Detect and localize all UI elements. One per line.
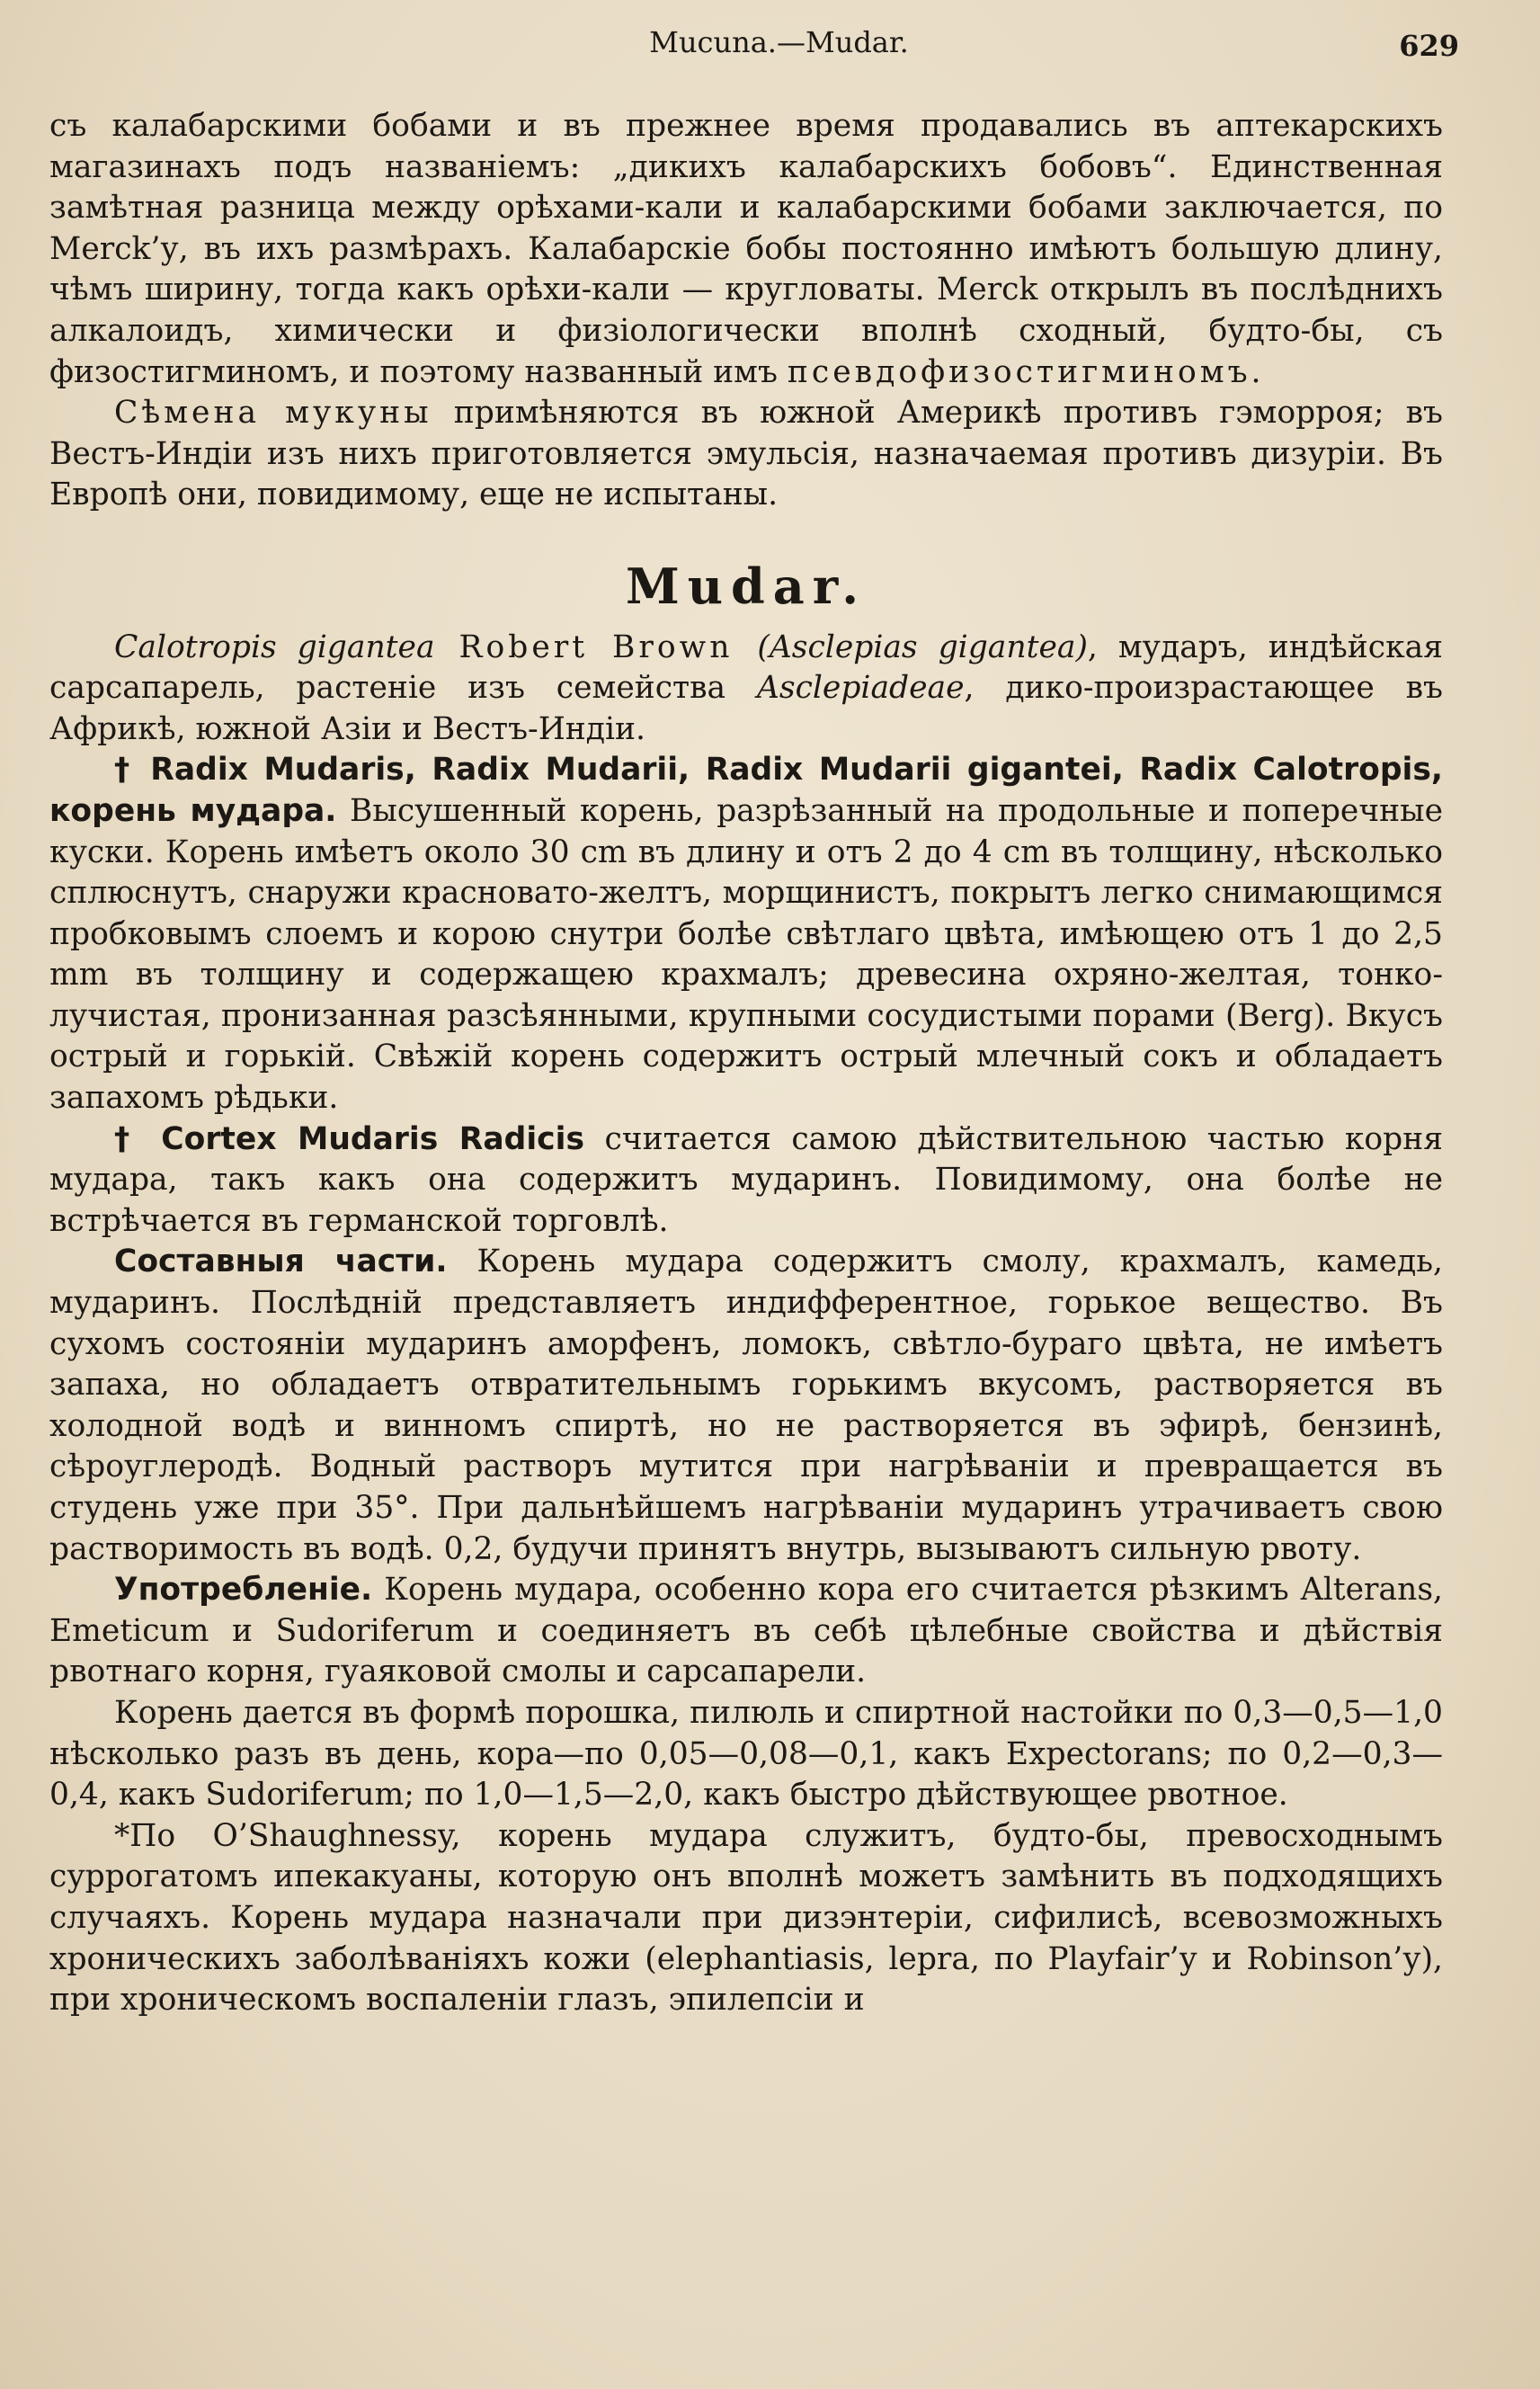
species-author: Robert Brown bbox=[434, 628, 758, 665]
dosage-paragraph: Корень дается въ формѣ порошка, пилюль и спиртной настойки по 0,3—0,5—1,0 нѣсколько разъ въ день, кора—по 0,05—0,08—0,1, какъ Expectorans; по 0,2—0,3—0,4, какъ Sudoriferum; по 1,0—1,5—2,0, какъ быстро дѣйствующее рвотное. bbox=[49, 1694, 1443, 1814]
intro-paragraph-2 bbox=[49, 393, 1443, 516]
definition-paragraph bbox=[49, 628, 1443, 751]
running-head bbox=[54, 18, 1504, 72]
note-paragraph: *По O’Shaughnessy, корень мудара служитъ, будто-бы, превосходнымъ суррогатомъ ипекакуаны, которую онъ вполнѣ можетъ замѣнить въ подходящихъ случаяхъ. Корень мудара назначали при дизэнтеріи, сифилисѣ, всевозможныхъ хроническихъ заболѣваніяхъ кожи (elephantiasis, lepra, по Playfair’у и Robinson’у), при хроническомъ воспаленіи глазъ, эпилепсіи и bbox=[49, 1817, 1443, 2019]
page-number: 629 bbox=[1399, 29, 1459, 63]
seeds-text: примѣняются въ южной Америкѣ противъ гэморроя; въ Вестъ-Индіи изъ нихъ приготовляется эмульсія, назначаемая противъ дизуріи. Въ Европѣ они, повидимому, еще не испытаны. bbox=[49, 395, 1443, 513]
radix-paragraph bbox=[49, 750, 1443, 1119]
definition-end: , дико-произрастающее въ Африкѣ, южной Азіи и Вестъ-Индіи. bbox=[49, 670, 1443, 747]
page-body bbox=[49, 106, 1443, 2021]
seeds-lead: Сѣмена мукуны bbox=[114, 395, 432, 432]
usage-text: Корень мудара, особенно кора его считается рѣзкимъ Alterans, Emeticum и Sudoriferum и соединяетъ въ себѣ цѣлебные свойства и дѣйствія рвотнаго корня, гуаяковой смолы и сарсапарели. bbox=[49, 1572, 1443, 1690]
composition-label: Составныя части. bbox=[114, 1244, 448, 1280]
cortex-description: считается самою дѣйствительною частью корня мудара, такъ какъ она содержитъ мударинъ. Повидимому, она болѣе не встрѣчается въ германской торговлѣ. bbox=[49, 1120, 1443, 1239]
species-name: Calotropis gigantea bbox=[114, 628, 435, 665]
usage-label: Употребленіе. bbox=[114, 1572, 373, 1609]
composition-paragraph bbox=[49, 1242, 1443, 1570]
intro-term: псевдофизостигминомъ bbox=[787, 353, 1251, 390]
usage-paragraph bbox=[49, 1570, 1443, 1693]
cortex-paragraph bbox=[49, 1119, 1443, 1243]
intro-end: . bbox=[1251, 353, 1261, 390]
cortex-names: † Cortex Mudaris Radicis bbox=[114, 1120, 584, 1157]
radix-names: † Radix Mudaris, Radix Mudarii, Radix Mudarii gigantei, Radix Calotropis, корень мудара. bbox=[49, 752, 1443, 829]
definition-text: , мударъ, индѣйская сарсапарель, растеніе изъ семейства bbox=[49, 628, 1443, 707]
family-name: Asclepiadeae bbox=[756, 670, 965, 707]
intro-paragraph-1 bbox=[49, 106, 1443, 393]
species-synonym: (Asclepias gigantea) bbox=[757, 628, 1088, 665]
radix-description: Высушенный корень, разрѣзанный на продольные и поперечные куски. Корень имѣетъ около 30 cm въ длину и отъ 2 до 4 cm въ толщину, нѣсколько сплюснутъ, снаружи красновато-желтъ, морщинистъ, покрытъ легко снимающимся пробковымъ слоемъ и корою снутри болѣе свѣтлаго цвѣта, имѣющею отъ 1 до 2,5 mm въ толщину и содержащею крахмалъ; древесина охряно-желтая, тонко-лучистая, пронизанная разсѣянными, крупными сосудистыми порами (Berg). Вкусъ острый и горькій. Свѣжій корень содержитъ острый млечный сокъ и обладаетъ запахомъ рѣдьки. bbox=[49, 792, 1443, 1117]
section-heading: Mudar. bbox=[625, 557, 868, 615]
running-title: Mucuna.—Mudar. bbox=[649, 25, 909, 59]
composition-text: Корень мудара содержитъ смолу, крахмалъ, камедь, мударинъ. Послѣдній представляетъ индифферентное, горькое вещество. Въ сухомъ состояніи мударинъ аморфенъ, ломокъ, свѣтло-бураго цвѣта, не имѣетъ запаха, но обладаетъ отвратительнымъ горькимъ вкусомъ, растворяется въ холодной водѣ и винномъ спиртѣ, но не растворяется въ эфирѣ, бензинѣ, сѣроуглеродѣ. Водный растворъ мутится при нагрѣваніи и превращается въ студень уже при 35°. При дальнѣйшемъ нагрѣваніи мударинъ утрачиваетъ свою растворимость въ водѣ. 0,2, будучи принятъ внутрь, вызываютъ сильную рвоту. bbox=[49, 1244, 1443, 1567]
intro-text: съ калабарскими бобами и въ прежнее время продавались въ аптекарскихъ магазинахъ подъ названіемъ: „дикихъ калабарскихъ бобовъ“. Единственная замѣтная разница между орѣхами-кали и калабарскими бобами заключается, по Merck’у, въ ихъ размѣрахъ. Калабарскіе бобы постоянно имѣютъ большую длину, чѣмъ ширину, тогда какъ орѣхи-кали — кругловаты. Merck открылъ въ послѣднихъ алкалоидъ, химически и физіологически вполнѣ сходный, будто-бы, съ физостигминомъ, и поэтому названный имъ bbox=[49, 108, 1443, 390]
